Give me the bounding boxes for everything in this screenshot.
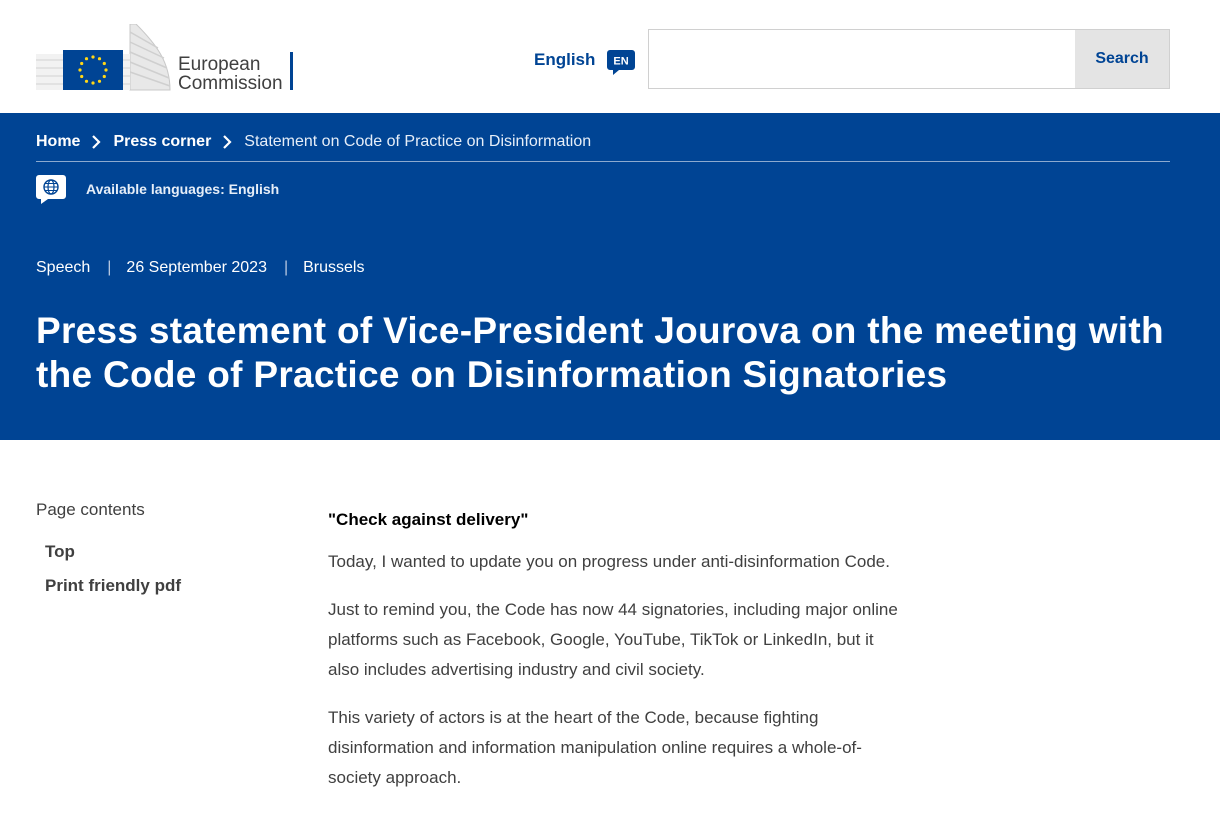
available-languages: [36, 174, 279, 204]
available-languages-text: Available languages: English: [86, 181, 280, 197]
search-button[interactable]: Search: [1075, 30, 1169, 88]
globe-speech-icon: [36, 174, 66, 204]
european-commission-logo[interactable]: [36, 24, 296, 92]
chevron-right-icon: [220, 134, 234, 150]
eu-flag-icon: [63, 50, 123, 90]
chevron-right-icon: [89, 134, 103, 150]
meta-location: Brussels: [303, 259, 365, 276]
search-form: [648, 29, 1170, 89]
breadcrumb-home[interactable]: Home: [36, 132, 81, 150]
meta-separator: |: [107, 259, 112, 276]
search-input[interactable]: [649, 30, 1075, 88]
page-title: Press statement of Vice-President Jourova on the meeting with the Code of Practice on Disinformation Signatories: [36, 310, 1164, 395]
meta-date: 26 September 2023: [126, 259, 267, 276]
meta-type: Speech: [36, 259, 91, 276]
article-paragraph: Just to remind you, the Code has now 44 signatories, including major online platforms such as Facebook, Google, YouTube, TikTok or LinkedIn, but it also includes advertising industry and civil society.: [328, 600, 898, 679]
article-meta: [36, 259, 364, 277]
language-code-icon: [607, 48, 635, 76]
page-contents-title: Page contents: [36, 500, 145, 519]
page-banner: [0, 113, 1220, 440]
language-label: English: [534, 50, 596, 69]
toc-link-print-pdf[interactable]: Print friendly pdf: [45, 576, 181, 595]
toc-link-top[interactable]: Top: [45, 542, 75, 561]
breadcrumb-current: Statement on Code of Practice on Disinformation: [244, 132, 592, 150]
page-contents-sidebar: [36, 500, 286, 610]
breadcrumb: [36, 130, 1170, 162]
language-code-text: EN: [613, 55, 630, 68]
logo-text-line1: European: [178, 54, 261, 75]
article-paragraph: Today, I wanted to update you on progress under anti-disinformation Code.: [328, 552, 890, 571]
language-selector[interactable]: [534, 47, 635, 77]
article-lead: "Check against delivery": [328, 510, 529, 529]
article-body: [328, 505, 900, 811]
logo-divider: [290, 52, 293, 90]
meta-separator: |: [283, 259, 289, 276]
site-header: [0, 0, 1220, 113]
breadcrumb-press-corner[interactable]: Press corner: [113, 132, 212, 150]
logo-text-line2: Commission: [178, 73, 283, 92]
article-paragraph: This variety of actors is at the heart of the Code, because fighting disinformation and information manipulation online requires a whole-of-society approach.: [328, 708, 862, 787]
